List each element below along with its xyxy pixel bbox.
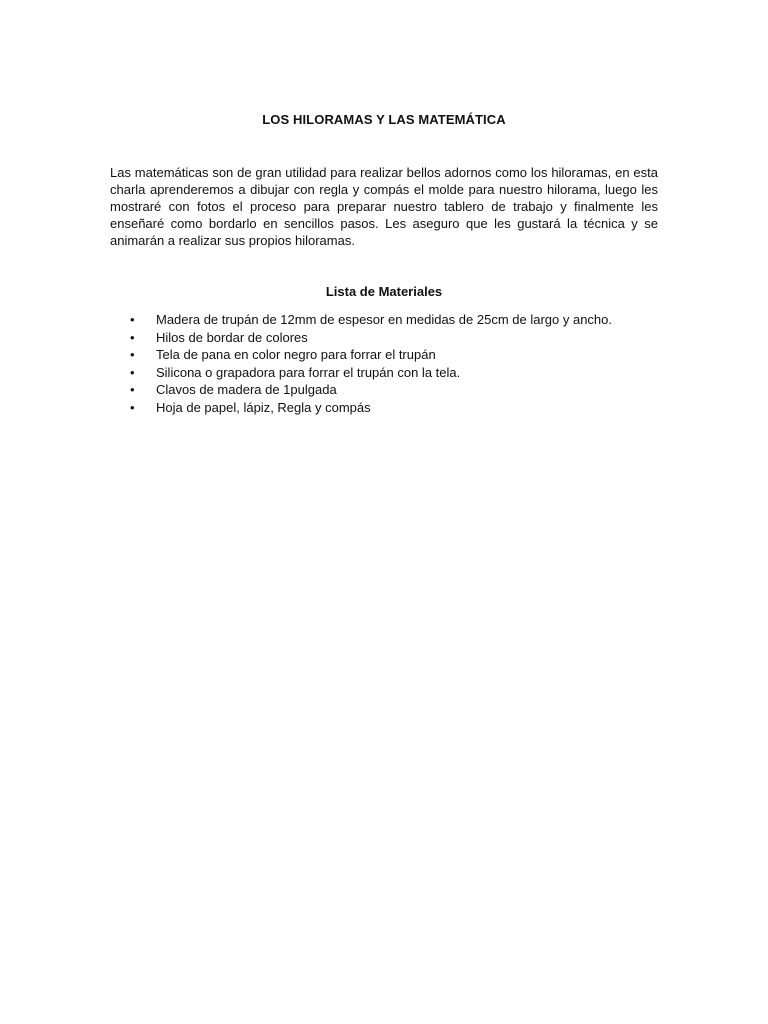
list-item-text: Silicona o grapadora para forrar el trupán con la tela.: [156, 364, 461, 380]
bullet-icon: •: [130, 364, 135, 380]
materials-list: [130, 311, 658, 416]
bullet-icon: •: [130, 382, 135, 397]
materials-heading: Lista de Materiales: [325, 284, 443, 299]
list-item-text: Hilos de bordar de colores: [156, 329, 308, 345]
document-title: LOS HILORAMAS Y LAS MATEMÁTICA: [262, 112, 506, 127]
list-item: [130, 346, 658, 364]
bullet-icon: •: [130, 312, 135, 327]
list-item: [130, 311, 658, 329]
bullet-icon: •: [130, 329, 135, 345]
list-item-text: Tela de pana en color negro para forrar el trupán: [156, 347, 436, 362]
list-item: [130, 381, 658, 399]
list-item-text: Hoja de papel, lápiz, Regla y compás: [156, 399, 371, 415]
list-item: [130, 364, 658, 382]
list-item: [130, 329, 658, 347]
bullet-icon: •: [130, 399, 135, 415]
list-item-text: Clavos de madera de 1pulgada: [156, 382, 337, 397]
bullet-icon: •: [130, 347, 135, 362]
intro-paragraph: Las matemáticas son de gran utilidad para realizar bellos adornos como los hiloramas, en esta charla aprenderemos a dibujar con regla y compás el molde para nuestro hilorama, luego les mostraré con fotos el proceso para preparar nuestro tablero de trabajo y finalmente les enseñaré como bordarlo en sencillos pasos. Les aseguro que les gustará la técnica y se animarán a realizar sus propios hiloramas.: [110, 165, 658, 248]
list-item: [130, 399, 658, 417]
list-item-text: Madera de trupán de 12mm de espesor en medidas de 25cm de largo y ancho.: [156, 312, 612, 327]
